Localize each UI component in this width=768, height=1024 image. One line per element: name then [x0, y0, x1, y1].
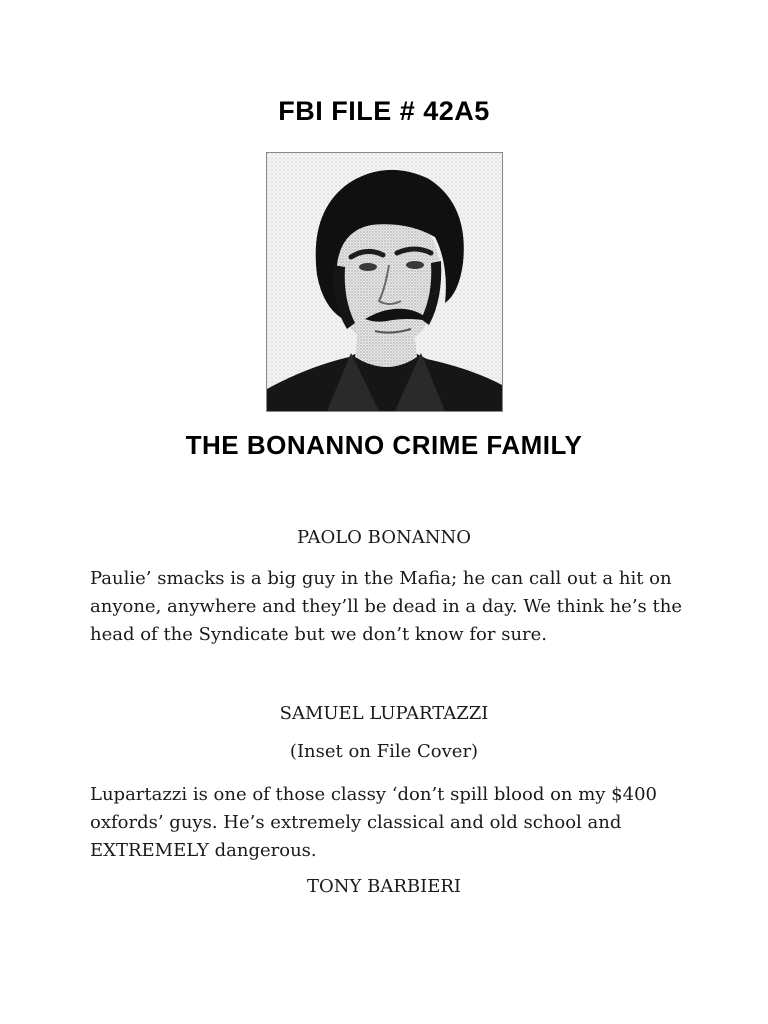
entry-name-tony-barbieri: TONY BARBIERI	[306, 876, 462, 897]
crime-family-title: THE BONANNO CRIME FAMILY	[185, 430, 583, 460]
file-title: FBI FILE # 42A5	[278, 96, 490, 126]
entry-description-paolo-bonanno: Paulie’ smacks is a big guy in the Mafia; he can call out a hit on anyone, anywhere and they’ll be dead in a day. We think he’s the head of the Syndicate but we don’t know for sure.	[90, 568, 682, 645]
mugshot-photo	[266, 152, 503, 412]
entry-note-inset: (Inset on File Cover)	[289, 741, 479, 762]
entry-name-paolo-bonanno: PAOLO BONANNO	[297, 527, 471, 548]
entry-name-samuel-lupartazzi: SAMUEL LUPARTAZZI	[279, 703, 489, 724]
entry-description-samuel-lupartazzi: Lupartazzi is one of those classy ‘don’t spill blood on my $400 oxfords’ guys. He’s extremely classical and old school and EXTREMELY dangerous.	[90, 784, 657, 861]
